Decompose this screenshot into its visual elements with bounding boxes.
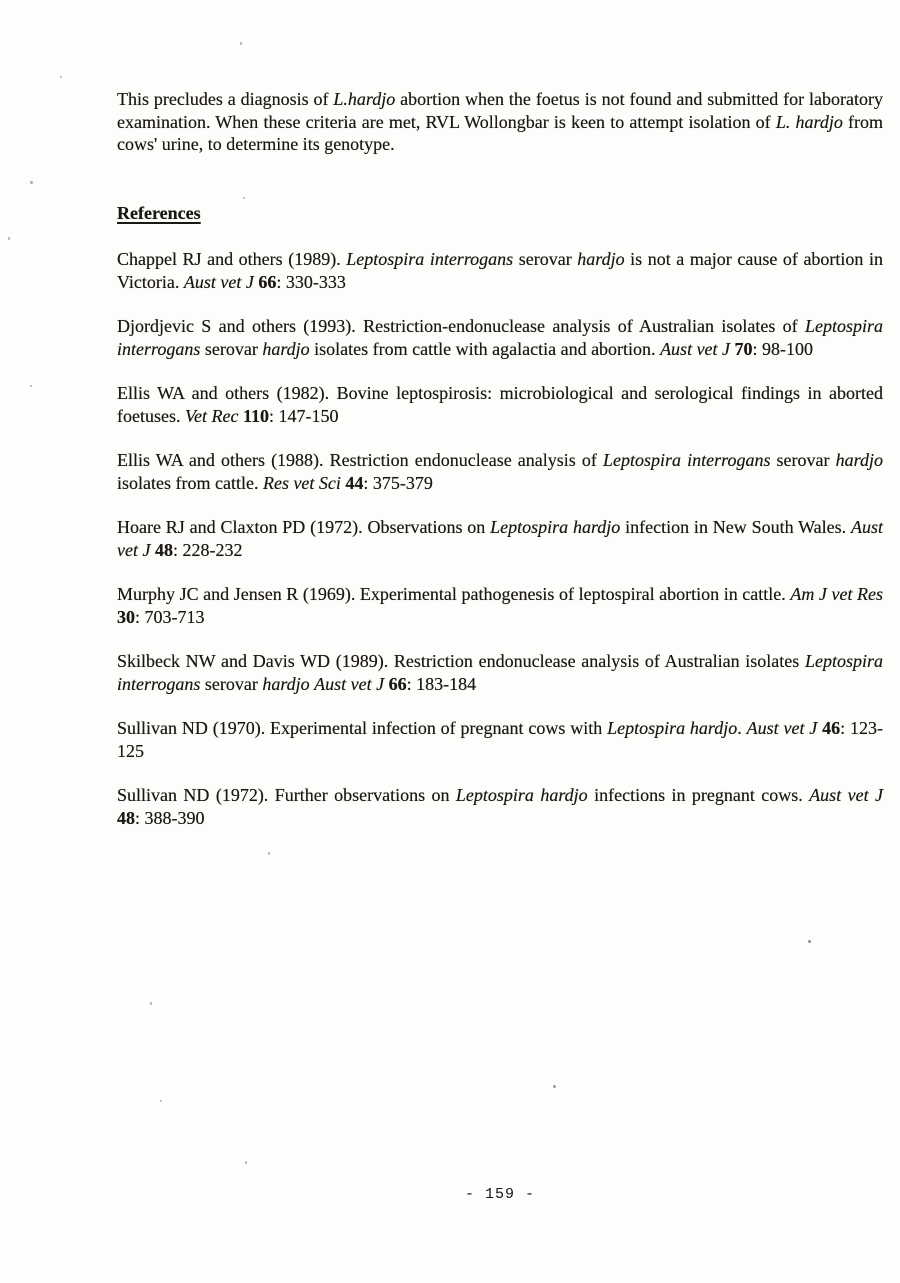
text-segment: Res vet Sci xyxy=(262,472,341,493)
reference-item xyxy=(117,583,883,628)
text-segment: Sullivan ND (1972). Further observations on xyxy=(117,785,456,805)
text-segment: 30 xyxy=(117,606,135,627)
text-segment: hardjo xyxy=(835,450,883,470)
scan-speck xyxy=(553,1085,556,1088)
text-segment: serovar xyxy=(200,673,263,694)
text-segment: infections in pregnant cows. xyxy=(587,785,810,805)
scan-speck xyxy=(150,1002,152,1005)
text-segment: Leptospira interrogans xyxy=(117,651,883,694)
page-footer xyxy=(117,1185,883,1203)
text-segment: 66 xyxy=(258,271,277,292)
text-segment: This precludes a diagnosis of xyxy=(117,89,334,109)
text-segment: : 703-713 xyxy=(135,606,205,627)
text-segment: serovar xyxy=(513,249,578,269)
reference-item xyxy=(117,650,883,695)
text-segment: hardjo xyxy=(577,249,625,269)
text-segment: serovar xyxy=(770,450,836,470)
scan-speck xyxy=(808,940,811,943)
text-segment: Murphy JC and Jensen R (1969). Experimental pathogenesis of leptospiral abortion in cattle. xyxy=(117,584,791,604)
text-segment: hardjo xyxy=(262,673,310,694)
text-segment: 70 xyxy=(734,338,753,359)
text-segment: Leptospira hardjo xyxy=(455,785,588,805)
intro-paragraph xyxy=(117,88,883,156)
text-segment: L.hardjo xyxy=(333,89,396,109)
scan-speck xyxy=(243,197,245,199)
text-segment: Vet Rec xyxy=(184,405,239,426)
scan-speck xyxy=(30,385,32,387)
text-segment: isolates from cattle. xyxy=(117,472,263,493)
text-segment: abortion when the foetus is not found and submitted for laboratory examination. When these criteria are met, RVL Wollongbar is keen to attempt isolation of xyxy=(117,89,883,132)
text-segment: Chappel RJ and others (1989). xyxy=(117,249,347,269)
text-segment: . xyxy=(737,718,747,738)
text-segment: Hoare RJ and Claxton PD (1972). Observations on xyxy=(117,517,491,537)
text-segment: : 123-125 xyxy=(117,718,884,761)
text-segment: Leptospira interrogans xyxy=(603,450,771,470)
text-segment: hardjo xyxy=(262,338,310,359)
text-segment: 48 xyxy=(117,807,135,828)
text-segment: : 183-184 xyxy=(406,673,477,694)
text-segment: Ellis WA and others (1988). Restriction endonuclease analysis of xyxy=(117,450,603,470)
text-segment: : 98-100 xyxy=(752,338,814,359)
text-segment: : 330-333 xyxy=(276,271,346,292)
text-segment: Leptospira hardjo xyxy=(490,517,621,537)
text-segment: 46 xyxy=(822,718,841,738)
page-number: - 159 - xyxy=(464,1186,535,1203)
text-segment: Leptospira hardjo xyxy=(607,718,738,738)
reference-item xyxy=(117,717,883,762)
text-segment: : 388-390 xyxy=(135,807,205,828)
text-segment: isolates from cattle with agalactia and abortion. xyxy=(309,338,661,359)
reference-item xyxy=(117,449,883,494)
text-segment: Skilbeck NW and Davis WD (1989). Restriction endonuclease analysis of Australian isolates xyxy=(117,651,805,671)
scan-speck xyxy=(160,1100,162,1102)
text-segment: 48 xyxy=(154,539,173,560)
text-segment: Leptospira interrogans xyxy=(117,316,883,359)
text-segment: : 375-379 xyxy=(363,472,433,493)
text-segment: : 228-232 xyxy=(172,539,243,560)
text-segment: : 147-150 xyxy=(268,405,339,426)
scan-speck xyxy=(240,42,242,45)
text-segment: Djordjevic S and others (1993). Restriction-endonuclease analysis of Australian isolates of xyxy=(117,316,805,336)
reference-item xyxy=(117,315,883,360)
scan-speck xyxy=(60,76,62,78)
text-segment: Ellis WA and others (1982). Bovine leptospirosis: microbiological and serological findings in aborted foetuses. xyxy=(117,383,883,426)
document-content xyxy=(117,88,883,851)
reference-item xyxy=(117,784,883,829)
text-segment: Aust vet J xyxy=(314,673,385,694)
scan-speck xyxy=(245,1161,247,1164)
text-segment: 44 xyxy=(345,472,364,493)
text-segment: Aust vet J xyxy=(117,517,883,560)
reference-item xyxy=(117,516,883,561)
text-segment: Sullivan ND (1970). Experimental infection of pregnant cows with xyxy=(117,718,608,738)
text-segment: infection in New South Wales. xyxy=(620,517,851,537)
reference-item xyxy=(117,248,883,293)
text-segment: Aust vet J xyxy=(809,785,883,805)
text-segment: Aust vet J xyxy=(660,338,731,359)
text-segment: Leptospira interrogans xyxy=(346,249,514,269)
scan-speck xyxy=(30,181,33,184)
reference-item xyxy=(117,382,883,427)
references-heading: References xyxy=(117,202,201,223)
text-segment: is not a major cause of abortion in Victoria. xyxy=(117,249,883,292)
text-segment: 110 xyxy=(242,405,269,426)
text-segment: L. hardjo xyxy=(775,111,843,132)
scan-speck xyxy=(8,237,10,240)
text-segment: from cows' urine, to determine its genotype. xyxy=(117,111,883,154)
text-segment: Am J vet Res xyxy=(790,584,884,604)
text-segment: serovar xyxy=(200,338,263,359)
text-segment: Aust vet J xyxy=(746,718,818,738)
text-segment: 66 xyxy=(388,673,407,694)
scan-speck xyxy=(268,852,270,855)
text-segment: Aust vet J xyxy=(183,271,254,292)
